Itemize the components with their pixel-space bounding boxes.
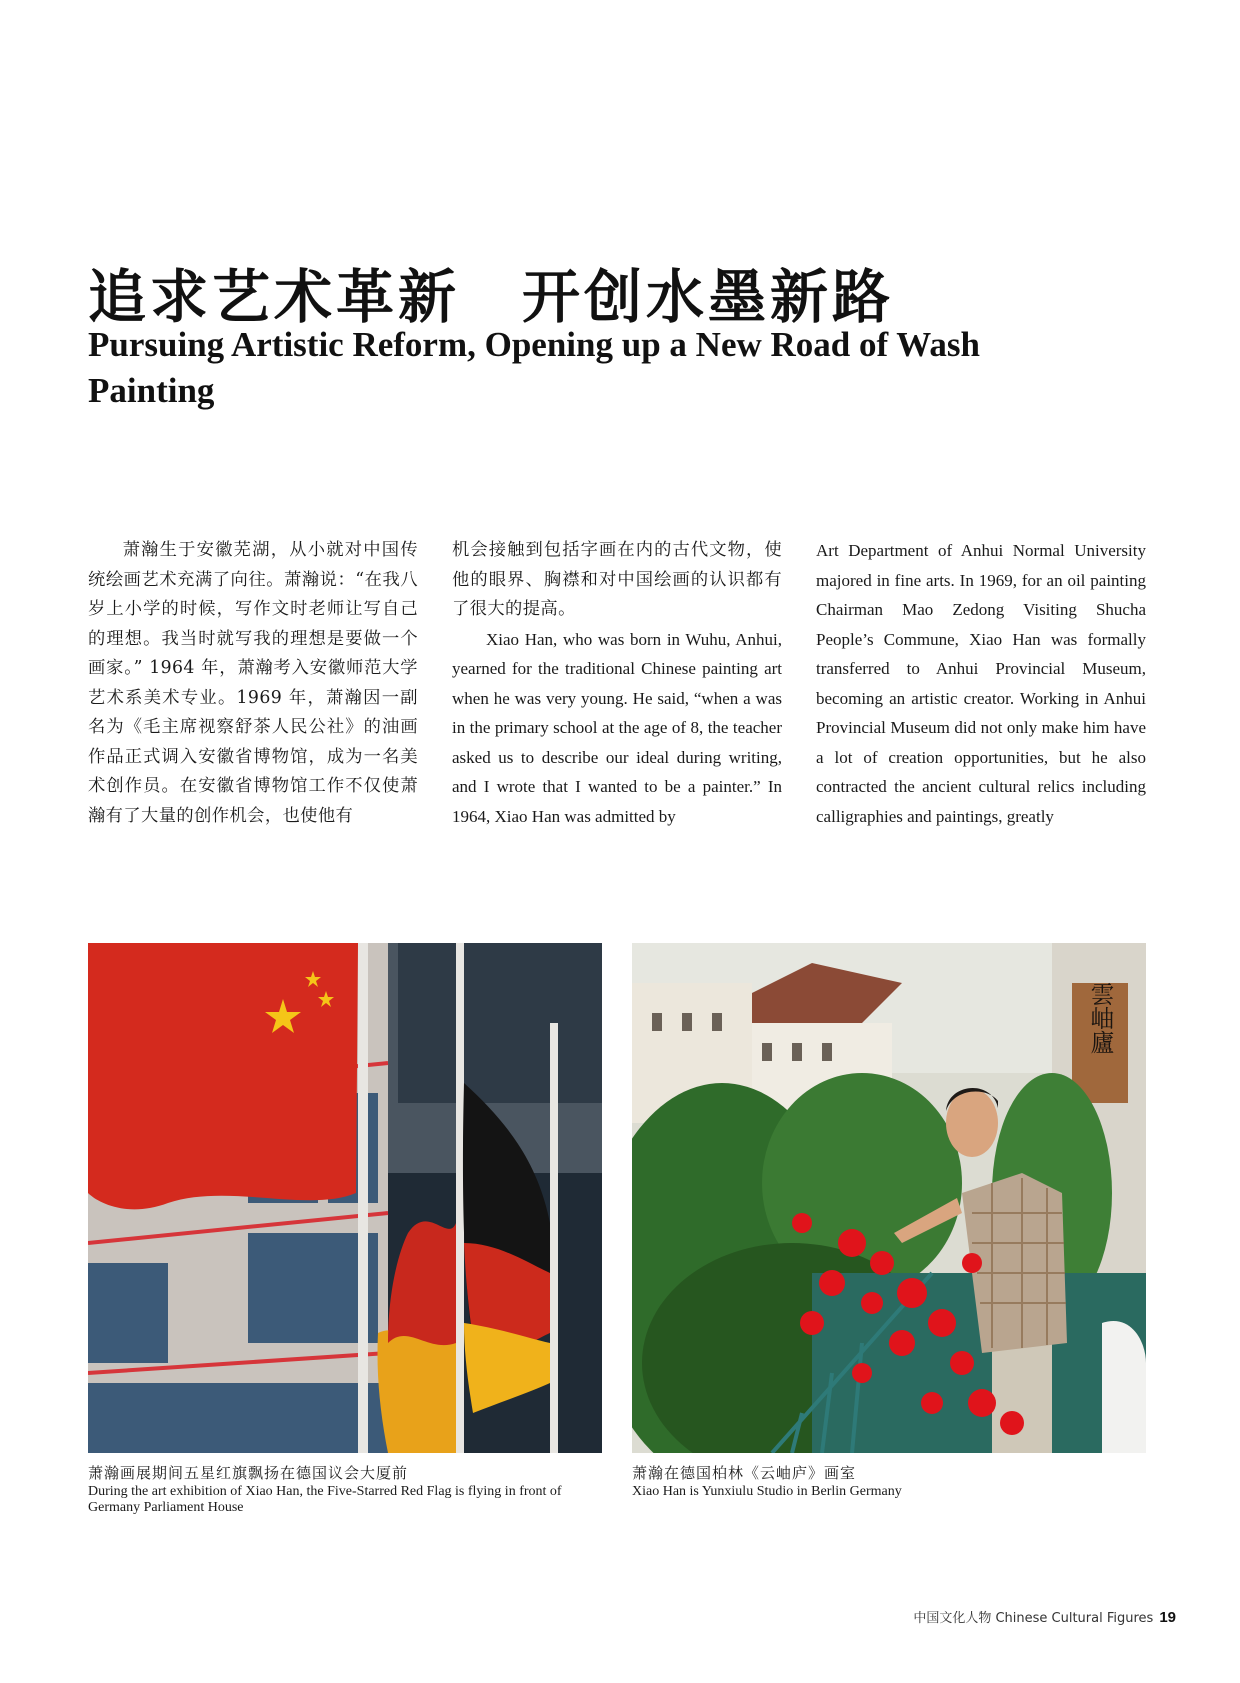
caption-right-chinese: 萧瀚在德国柏林《云岫庐》画室 <box>632 1464 857 1482</box>
caption-right <box>632 1462 1152 1500</box>
text-column-3 <box>816 536 1146 831</box>
balcony-illustration <box>632 943 1146 1453</box>
flags-illustration <box>88 943 602 1453</box>
magazine-name: 中国文化人物 Chinese Cultural Figures <box>913 1611 1154 1626</box>
text-column-1 <box>88 536 418 831</box>
page-footer <box>913 1607 1176 1626</box>
photo-flags-parliament <box>88 943 602 1453</box>
english-paragraph: Xiao Han, who was born in Wuhu, Anhui, yearned for the traditional Chinese painting art when he was very young. He said, “when a was in the primary school at the age of 8, the teacher asked us to describe our ideal during writing, and I wrote that I wanted to be a painter.” In 1964, Xiao Han was admitted by <box>452 629 782 826</box>
chinese-paragraph-continued: 机会接触到包括字画在内的古代文物，使他的眼界、胸襟和对中国绘画的认识都有了很大的提高。 <box>452 540 782 619</box>
chinese-paragraph: 萧瀚生于安徽芜湖，从小就对中国传统绘画艺术充满了向往。萧瀚说：“在我八岁上小学的时候，写作文时老师让写自己的理想。我当时就写我的理想是要做一个画家。” 1964 年，萧瀚考入安徽师范大学艺术系美术专业。1969 年，萧瀚因一副名为《毛主席视察舒茶人民公社》的油画作品正式调入安徽省博物馆，成为一名美术创作员。在安徽省博物馆工作不仅使萧瀚有了大量的创作机会，也使他有 <box>88 540 418 826</box>
caption-left <box>88 1462 608 1516</box>
page-title-english: Pursuing Artistic Reform, Opening up a New Road of Wash Painting <box>88 325 980 410</box>
berlin-flag <box>377 1330 456 1453</box>
page-title-chinese: 追求艺术革新 开创水墨新路 <box>88 263 895 331</box>
caption-right-english: Xiao Han is Yunxiulu Studio in Berlin Germany <box>632 1484 902 1499</box>
chinese-flag <box>88 943 358 1209</box>
page-number: 19 <box>1159 1609 1176 1626</box>
photo-yunxiulu-studio <box>632 943 1146 1453</box>
caption-left-chinese: 萧瀚画展期间五星红旗飘扬在德国议会大厦前 <box>88 1464 409 1482</box>
caption-left-english: During the art exhibition of Xiao Han, the Five-Starred Red Flag is flying in front of Germany Parliament House <box>88 1484 562 1515</box>
text-column-2 <box>452 536 782 831</box>
english-paragraph-continued: Art Department of Anhui Normal University majored in fine arts. In 1969, for an oil painting Chairman Mao Zedong Visiting Shucha People’s Commune, Xiao Han was formally transferred to Anhui Provincial Museum, becoming an artistic creator. Working in Anhui Provincial Museum did not only make him have a lot of creation opportunities, but he also contracted the ancient cultural relics including calligraphies and paintings, greatly <box>816 541 1146 826</box>
studio-sign-text: 雲岫廬 <box>1086 982 1114 1054</box>
